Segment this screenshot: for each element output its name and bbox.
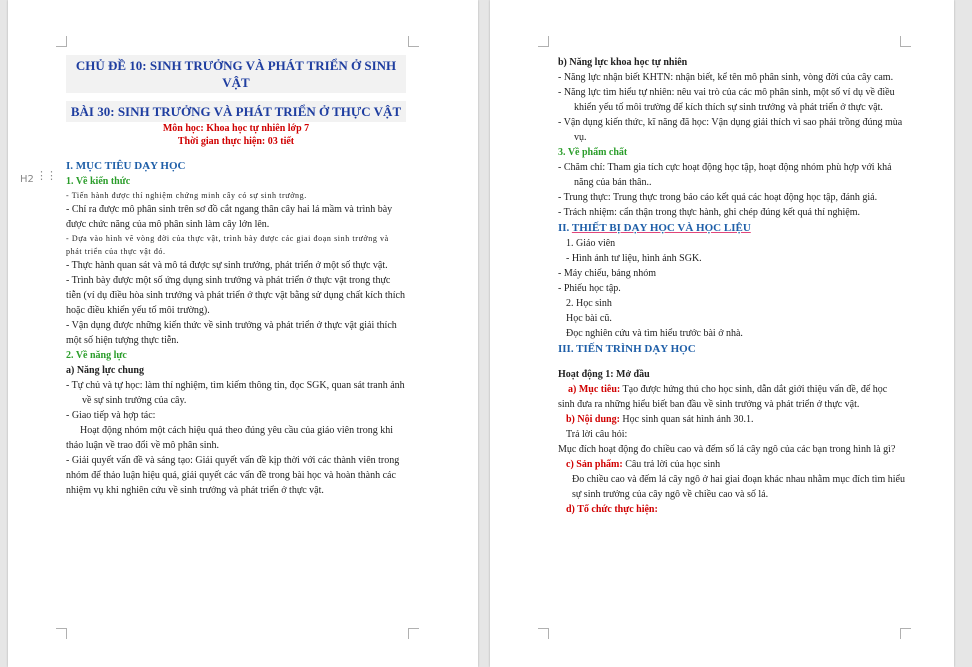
content-line-2: Trả lời câu hỏi: <box>566 429 628 440</box>
knowledge-item-4: - Thực hành quan sát và mô tả được sự sinh trưởng, phát triển ở một số thực vật. <box>66 260 388 271</box>
knowledge-item-6: - Vận dụng được những kiến thức về sinh trưởng và phát triển ở thực vật giải thích một số hiện tượng thực tiễn. <box>66 320 397 346</box>
activity-1-heading: Hoạt động 1: Mở đầu <box>558 369 650 380</box>
section-equipment-number: II. <box>558 222 572 234</box>
science-item-3: - Vận dụng kiến thức, kĩ năng đã học: Vận dụng giải thích vì sao phải trồng đúng mùa vụ. <box>558 117 903 143</box>
knowledge-item-3: - Dựa vào hình vẽ vòng đời của thực vật, trình bày được các giai đoạn sinh trưởng và phát triển của thực vật đó. <box>66 234 389 256</box>
crop-mark <box>408 36 419 47</box>
content-text: Học sinh quan sát hình ảnh 30.1. <box>619 414 754 425</box>
drag-handle-icon[interactable]: ⋮⋮ <box>36 169 56 182</box>
content-label: b) Nội dung: <box>566 414 620 425</box>
topic-title: CHỦ ĐỀ 10: SINH TRƯỞNG VÀ PHÁT TRIỂN Ở SINH VẬT <box>66 55 406 93</box>
organization-label: d) Tổ chức thực hiện: <box>566 504 658 515</box>
crop-mark <box>538 36 549 47</box>
activity-content <box>558 412 906 427</box>
knowledge-item-5: - Trình bày được một số ứng dụng sinh trưởng và phát triển ở thực vật trong thực tiễn (ví dụ điều hòa sinh trưởng và phát triển ở thực vật bằng sử dụng chất kích thích hoặc điều khiển yếu tố môi trường). <box>66 275 405 316</box>
equipment-student: 2. Học sinh <box>566 298 612 309</box>
science-item-1: - Năng lực nhận biết KHTN: nhận biết, kể tên mô phân sinh, vòng đời của cây cam. <box>558 72 894 83</box>
heading-style-marker: H2 <box>20 174 34 185</box>
activity-organization <box>558 502 906 517</box>
competence-item-1: - Tự chủ và tự học: làm thí nghiệm, tìm kiếm thông tin, đọc SGK, quan sát tranh ảnh về sự sinh trưởng của cây. <box>66 380 405 406</box>
crop-mark <box>538 628 549 639</box>
knowledge-item-2: - Chỉ ra được mô phân sinh trên sơ đồ cắt ngang thân cây hai lá mầm và trình bày được chức năng của mô phân sinh làm cây lớn lên. <box>66 204 393 230</box>
document-page-1[interactable] <box>8 0 478 667</box>
quality-item-1: - Chăm chỉ: Tham gia tích cực hoạt động học tập, hoạt động nhóm phù hợp với khả năng của bản thân.. <box>558 162 892 188</box>
lesson-title: BÀI 30: SINH TRƯỞNG VÀ PHÁT TRIỂN Ở THỰC VẬT <box>66 101 406 122</box>
student-item-1: Học bài cũ. <box>566 313 612 324</box>
section-equipment-title: THIẾT BỊ DẠY HỌC VÀ HỌC LIỆU <box>571 222 751 234</box>
section-equipment <box>558 220 906 236</box>
section-objectives: I. MỤC TIÊU DẠY HỌC <box>66 160 186 172</box>
product-label: c) Sản phẩm: <box>566 459 623 470</box>
equipment-item-1: - Hình ảnh tư liệu, hình ảnh SGK. <box>566 253 702 264</box>
subsection-competence: 2. Về năng lực <box>66 350 127 361</box>
product-line-2: Đo chiều cao và đếm lá cây ngô ở hai giai đoạn khác nhau nhằm mục đích tìm hiểu sự sinh trưởng của cây ngô về chiều cao và số lá. <box>572 474 905 500</box>
general-competence-heading: a) Năng lực chung <box>66 365 144 376</box>
duration-line: Thời gian thực hiện: 03 tiết <box>177 136 295 147</box>
competence-item-4: - Giải quyết vấn đề và sáng tạo: Giải quyết vấn đề kịp thời với các thành viên trong nhóm để thảo luận hiệu quả, giải quyết các vấn đề trong bài học và hoàn thành các nhiệm vụ khi nghiên cứu về sinh trưởng và phát triển ở thực vật. <box>66 455 400 496</box>
quality-item-2: - Trung thực: Trung thực trong báo cáo kết quả các hoạt động học tập, đánh giá. <box>558 192 878 203</box>
crop-mark <box>56 36 67 47</box>
subsection-knowledge: 1. Về kiến thức <box>66 176 131 187</box>
knowledge-item-1: - Tiến hành được thí nghiệm chứng minh cây có sự sinh trưởng. <box>66 191 307 200</box>
section-process: III. TIẾN TRÌNH DẠY HỌC <box>558 343 696 355</box>
quality-item-3: - Trách nhiệm: cẩn thận trong thực hành, ghi chép đúng kết quả thí nghiệm. <box>558 207 861 218</box>
crop-mark <box>900 628 911 639</box>
crop-mark <box>408 628 419 639</box>
content-line-3: Mục đích hoạt động đo chiều cao và đếm số lá cây ngô của các bạn trong hình là gì? <box>558 444 896 455</box>
crop-mark <box>900 36 911 47</box>
equipment-teacher: 1. Giáo viên <box>566 238 616 249</box>
equipment-item-2: - Máy chiếu, bảng nhóm <box>558 268 657 279</box>
subject-line: Môn học: Khoa học tự nhiên lớp 7 <box>162 123 310 134</box>
student-item-2: Đọc nghiên cứu và tìm hiểu trước bài ở nhà. <box>566 328 743 339</box>
competence-item-3: Hoạt động nhóm một cách hiệu quả theo đúng yêu cầu của giáo viên trong khi thảo luận về trao đổi về mô phân sinh. <box>66 425 393 451</box>
page-2-content[interactable] <box>558 55 906 517</box>
activity-objective <box>558 382 906 412</box>
product-text: Câu trả lời của học sinh <box>622 459 721 470</box>
objective-text: Tạo được hứng thú cho học sinh, dẫn dắt giới thiệu vấn đề, để học sinh đưa ra những hiểu biết ban đầu về sinh trưởng và phát triển ở thực vật. <box>558 384 888 410</box>
subsection-qualities: 3. Về phẩm chất <box>558 147 628 158</box>
objective-label: a) Mục tiêu: <box>568 384 621 395</box>
page-1-content[interactable] <box>20 55 406 498</box>
science-competence-heading: b) Năng lực khoa học tự nhiên <box>558 57 688 68</box>
competence-item-2: - Giao tiếp và hợp tác: <box>66 410 156 421</box>
document-page-2[interactable] <box>490 0 954 667</box>
crop-mark <box>56 628 67 639</box>
science-item-2: - Năng lực tìm hiểu tự nhiên: nêu vai trò của các mô phân sinh, một số ví dụ về điều khiển yếu tố môi trường để kích thích sự sinh trưởng và phát triển ở thực vật. <box>558 87 895 113</box>
equipment-item-3: - Phiếu học tập. <box>558 283 621 294</box>
activity-product <box>558 457 906 472</box>
